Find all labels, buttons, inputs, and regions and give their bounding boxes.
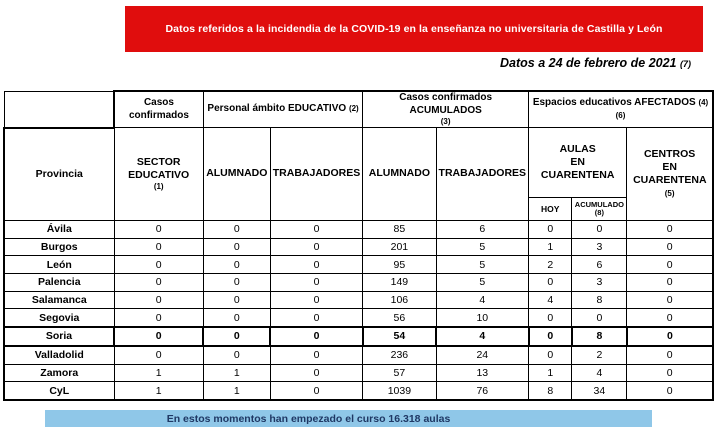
- value-cell: 5: [436, 238, 529, 256]
- date-footnote-marker: (7): [680, 59, 691, 69]
- value-cell: 0: [627, 364, 713, 382]
- header-espacios-afectados: Espacios educativos AFECTADOS (4) (6): [529, 91, 713, 128]
- value-cell: 0: [203, 346, 270, 364]
- value-cell: 1: [114, 382, 203, 400]
- value-cell: 0: [203, 221, 270, 239]
- header-trabajadores-personal: TRABAJADORES: [270, 128, 363, 221]
- value-cell: 0: [572, 221, 627, 239]
- value-cell: 0: [203, 238, 270, 256]
- header-alumnado-acumulado: ALUMNADO: [363, 128, 436, 221]
- value-cell: 24: [436, 346, 529, 364]
- value-cell: 0: [627, 221, 713, 239]
- value-cell: 6: [436, 221, 529, 239]
- date-text: Datos a 24 de febrero de 2021: [500, 56, 677, 70]
- value-cell: 1: [114, 364, 203, 382]
- table-row: [4, 274, 713, 292]
- value-cell: 0: [203, 256, 270, 274]
- header-alumnado-personal: ALUMNADO: [203, 128, 270, 221]
- value-cell: 6: [572, 256, 627, 274]
- date-line: [500, 56, 691, 70]
- value-cell: 0: [270, 309, 363, 327]
- header-acumulado: ACUMULADO (8): [572, 198, 627, 221]
- value-cell: 0: [627, 291, 713, 309]
- value-cell: 0: [627, 238, 713, 256]
- value-cell: 0: [270, 291, 363, 309]
- value-cell: 0: [270, 274, 363, 292]
- value-cell: 1: [529, 364, 572, 382]
- title-banner: [125, 6, 703, 52]
- value-cell: 34: [572, 382, 627, 400]
- province-cell: Segovia: [4, 309, 114, 327]
- value-cell: 0: [270, 221, 363, 239]
- value-cell: 13: [436, 364, 529, 382]
- value-cell: 10: [436, 309, 529, 327]
- value-cell: 4: [436, 291, 529, 309]
- header-trabajadores-acumulado: TRABAJADORES: [436, 128, 529, 221]
- table-row: [4, 238, 713, 256]
- title-text: Datos referidos a la incidendia de la COVID-19 en la enseñanza no universitaria de Castilla y León: [165, 23, 663, 35]
- header-casos-confirmados: Casos confirmados: [114, 91, 203, 128]
- value-cell: 95: [363, 256, 436, 274]
- value-cell: 106: [363, 291, 436, 309]
- province-cell: León: [4, 256, 114, 274]
- table-row: [4, 309, 713, 327]
- value-cell: 0: [529, 346, 572, 364]
- value-cell: 3: [572, 238, 627, 256]
- value-cell: 54: [363, 327, 436, 346]
- centros-footnote: (5): [664, 189, 675, 199]
- value-cell: 4: [436, 327, 529, 346]
- header-provincia: Provincia: [4, 128, 114, 221]
- value-cell: 0: [203, 309, 270, 327]
- province-cell: Burgos: [4, 238, 114, 256]
- header-casos-acumulados: Casos confirmados ACUMULADOS (3): [363, 91, 529, 128]
- table-row: [4, 364, 713, 382]
- table-row: [4, 256, 713, 274]
- value-cell: 1: [203, 382, 270, 400]
- province-cell: Soria: [4, 327, 114, 346]
- province-cell: Palencia: [4, 274, 114, 292]
- table-row: [4, 327, 713, 346]
- province-cell: Salamanca: [4, 291, 114, 309]
- value-cell: 0: [114, 327, 203, 346]
- value-cell: 85: [363, 221, 436, 239]
- header-aulas-cuarentena: AULAS EN CUARENTENA: [529, 128, 627, 198]
- header-hoy: HOY: [529, 198, 572, 221]
- value-cell: 0: [529, 274, 572, 292]
- header-personal-ambito: Personal ámbito EDUCATIVO (2): [203, 91, 362, 128]
- value-cell: 0: [529, 221, 572, 239]
- footer-text: En estos momentos han empezado el curso 16.318 aulas: [166, 412, 451, 425]
- personal-ambito-footnote: (2): [348, 104, 359, 114]
- value-cell: 0: [203, 291, 270, 309]
- value-cell: 0: [114, 346, 203, 364]
- value-cell: 1: [203, 364, 270, 382]
- value-cell: 0: [529, 309, 572, 327]
- acumulados-footnote: (3): [440, 117, 451, 126]
- value-cell: 76: [436, 382, 529, 400]
- header-sector-educativo: SECTOR EDUCATIVO (1): [114, 128, 203, 221]
- value-cell: 236: [363, 346, 436, 364]
- espacios-footnote: (4) (6): [615, 98, 709, 120]
- value-cell: 56: [363, 309, 436, 327]
- value-cell: 4: [572, 364, 627, 382]
- value-cell: 0: [270, 238, 363, 256]
- covid-incidence-table: [3, 90, 714, 401]
- value-cell: 5: [436, 274, 529, 292]
- value-cell: 201: [363, 238, 436, 256]
- value-cell: 0: [270, 382, 363, 400]
- value-cell: 0: [270, 346, 363, 364]
- value-cell: 0: [529, 327, 572, 346]
- sector-footnote: (1): [153, 182, 164, 192]
- table-row: [4, 346, 713, 364]
- table-row: [4, 291, 713, 309]
- value-cell: 2: [529, 256, 572, 274]
- province-cell: CyL: [4, 382, 114, 400]
- value-cell: 57: [363, 364, 436, 382]
- value-cell: 0: [114, 221, 203, 239]
- value-cell: 0: [203, 274, 270, 292]
- acumulado-footnote: (8): [594, 208, 604, 217]
- value-cell: 8: [529, 382, 572, 400]
- value-cell: 2: [572, 346, 627, 364]
- province-cell: Valladolid: [4, 346, 114, 364]
- value-cell: 0: [114, 238, 203, 256]
- value-cell: 4: [529, 291, 572, 309]
- value-cell: 0: [627, 346, 713, 364]
- value-cell: 0: [627, 382, 713, 400]
- value-cell: 1: [529, 238, 572, 256]
- value-cell: 0: [270, 327, 363, 346]
- value-cell: 0: [627, 309, 713, 327]
- header-centros-cuarentena: CENTROS EN CUARENTENA (5): [627, 128, 713, 221]
- value-cell: 0: [114, 309, 203, 327]
- value-cell: 149: [363, 274, 436, 292]
- value-cell: 8: [572, 327, 627, 346]
- value-cell: 0: [114, 274, 203, 292]
- table-body: [4, 221, 713, 400]
- table-row: [4, 221, 713, 239]
- value-cell: 0: [270, 256, 363, 274]
- footer-banner: [45, 410, 652, 427]
- value-cell: 0: [572, 309, 627, 327]
- value-cell: 1039: [363, 382, 436, 400]
- value-cell: 0: [270, 364, 363, 382]
- value-cell: 0: [627, 327, 713, 346]
- value-cell: 5: [436, 256, 529, 274]
- table-row: [4, 382, 713, 400]
- value-cell: 8: [572, 291, 627, 309]
- value-cell: 3: [572, 274, 627, 292]
- value-cell: 0: [627, 256, 713, 274]
- blank-corner-cell: [4, 91, 114, 128]
- value-cell: 0: [627, 274, 713, 292]
- province-cell: Zamora: [4, 364, 114, 382]
- value-cell: 0: [203, 327, 270, 346]
- value-cell: 0: [114, 256, 203, 274]
- value-cell: 0: [114, 291, 203, 309]
- province-cell: Ávila: [4, 221, 114, 239]
